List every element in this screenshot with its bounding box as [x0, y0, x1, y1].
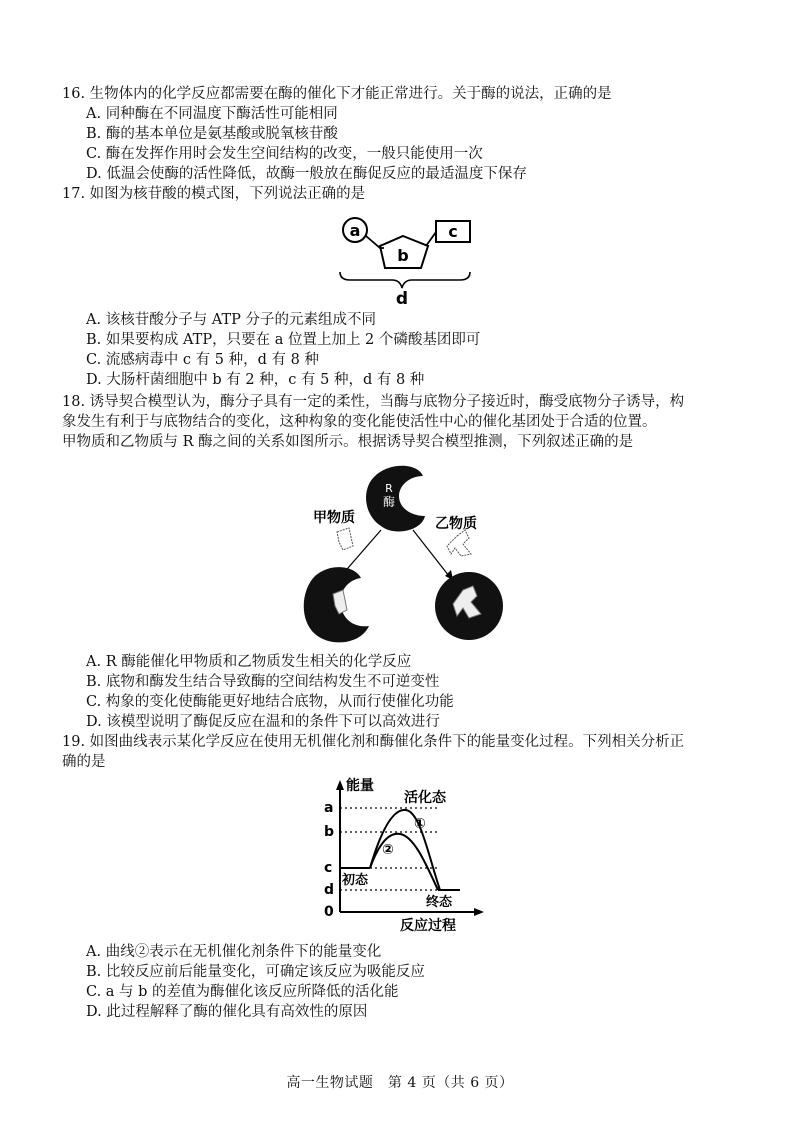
y-tick-b: b: [324, 824, 335, 840]
y-axis-label: 能量: [346, 778, 374, 794]
x-axis-arrow: [474, 908, 484, 916]
nucleotide-diagram: [330, 208, 490, 308]
q16-option-d: D. 低温会使酶的活性降低，故酶一般放在酶促反应的最适温度下保存: [86, 166, 527, 182]
question-18-options: [62, 652, 752, 732]
q19-option-d: D. 此过程解释了酶的催化具有高效性的原因: [86, 1004, 368, 1020]
question-16-stem: 16. 生物体内的化学反应都需要在酶的催化下才能正常进行。关于酶的说法，正确的是: [62, 86, 612, 102]
x-axis-label: 反应过程: [400, 918, 456, 934]
question-17-options: [62, 310, 752, 390]
question-19-options: [62, 942, 752, 1022]
brace-d: [340, 272, 470, 288]
energy-chart: [310, 774, 510, 934]
y-tick-a: a: [324, 800, 334, 816]
question-18-stem-line-2: 象发生有利于与底物结合的变化，这种构象的变化能使活性中心的催化基团处于合适的位置。: [62, 414, 657, 430]
q17-option-d: D. 大肠杆菌细胞中 b 有 2 种，c 有 5 种，d 有 8 种: [86, 372, 425, 388]
page-footer: 高一生物试题 第 4 页（共 6 页）: [286, 1075, 514, 1091]
curve-1-label: ①: [414, 816, 426, 832]
q17-option-a: A. 该核苷酸分子与 ATP 分子的元素组成不同: [86, 312, 377, 328]
y-tick-d: d: [324, 882, 335, 898]
r-enzyme-shape: [366, 466, 425, 532]
q16-option-a: A. 同种酶在不同温度下酶活性可能相同: [86, 106, 338, 122]
q18-option-a: A. R 酶能催化甲物质和乙物质发生相关的化学反应: [86, 654, 412, 670]
substance-jia-label: 甲物质: [313, 510, 355, 526]
final-state-label: 终态: [426, 895, 453, 910]
q19-option-b: B. 比较反应前后能量变化，可确定该反应为吸能反应: [86, 964, 425, 980]
substance-jia-shape: [337, 528, 353, 550]
q16-option-c: C. 酶在发挥作用时会发生空间结构的改变，一般只能使用一次: [86, 146, 483, 162]
curve-2: [370, 834, 438, 890]
label-a: a: [349, 221, 361, 240]
induced-fit-diagram: [285, 458, 525, 658]
question-17-stem: 17. 如图为核苷酸的模式图，下列说法正确的是: [62, 186, 366, 202]
question-19: [62, 732, 752, 772]
q19-option-a: A. 曲线②表示在无机催化剂条件下的能量变化: [86, 944, 382, 960]
question-18-stem-line-3: 甲物质和乙物质与 R 酶之间的关系如图所示。根据诱导契合模型推测，下列叙述正确的是: [62, 434, 634, 450]
q17-option-c: C. 流感病毒中 c 有 5 种，d 有 8 种: [86, 352, 319, 368]
y-tick-c: c: [324, 860, 333, 876]
y-axis-arrow: [336, 780, 344, 790]
question-17: [62, 184, 752, 204]
q18-option-b: B. 底物和酶发生结合导致酶的空间结构发生不可逆变性: [86, 674, 440, 690]
q18-option-d: D. 该模型说明了酶促反应在温和的条件下可以高效进行: [86, 714, 440, 730]
question-18-stem-line-1: 18. 诱导契合模型认为，酶分子具有一定的柔性，当酶与底物分子接近时，酶受底物分子诱导，构: [62, 394, 685, 410]
curve-2-label: ②: [382, 842, 394, 858]
q19-option-c: C. a 与 b 的差值为酶催化该反应所降低的活化能: [86, 984, 399, 1000]
q16-option-b: B. 酶的基本单位是氨基酸或脱氧核苷酸: [86, 126, 338, 142]
arrow-right-line: [413, 530, 449, 576]
q18-option-c: C. 构象的变化使酶能更好地结合底物，从而行使催化功能: [86, 694, 454, 710]
substance-yi-label: 乙物质: [435, 516, 477, 532]
initial-state-label: 初态: [342, 873, 369, 888]
label-c: c: [448, 222, 458, 241]
label-b: b: [397, 246, 409, 265]
question-18: [62, 392, 752, 452]
question-19-stem-line-2: 确的是: [62, 754, 106, 770]
question-19-stem-line-1: 19. 如图曲线表示某化学反应在使用无机催化剂和酶催化条件下的能量变化过程。下列相关分析正: [62, 734, 685, 750]
question-16: [62, 84, 752, 184]
q17-option-b: B. 如果要构成 ATP，只要在 a 位置上加上 2 个磷酸基团即可: [86, 332, 481, 348]
activated-state-label: 活化态: [404, 790, 446, 806]
y-tick-0: 0: [324, 904, 334, 920]
bond-b-c: [426, 232, 436, 246]
substance-yi-shape: [447, 530, 471, 556]
r-enzyme-label-mei: 酶: [382, 495, 396, 509]
curve-1: [370, 810, 440, 890]
r-enzyme-label-r: R: [385, 482, 393, 495]
label-d: d: [395, 289, 409, 308]
